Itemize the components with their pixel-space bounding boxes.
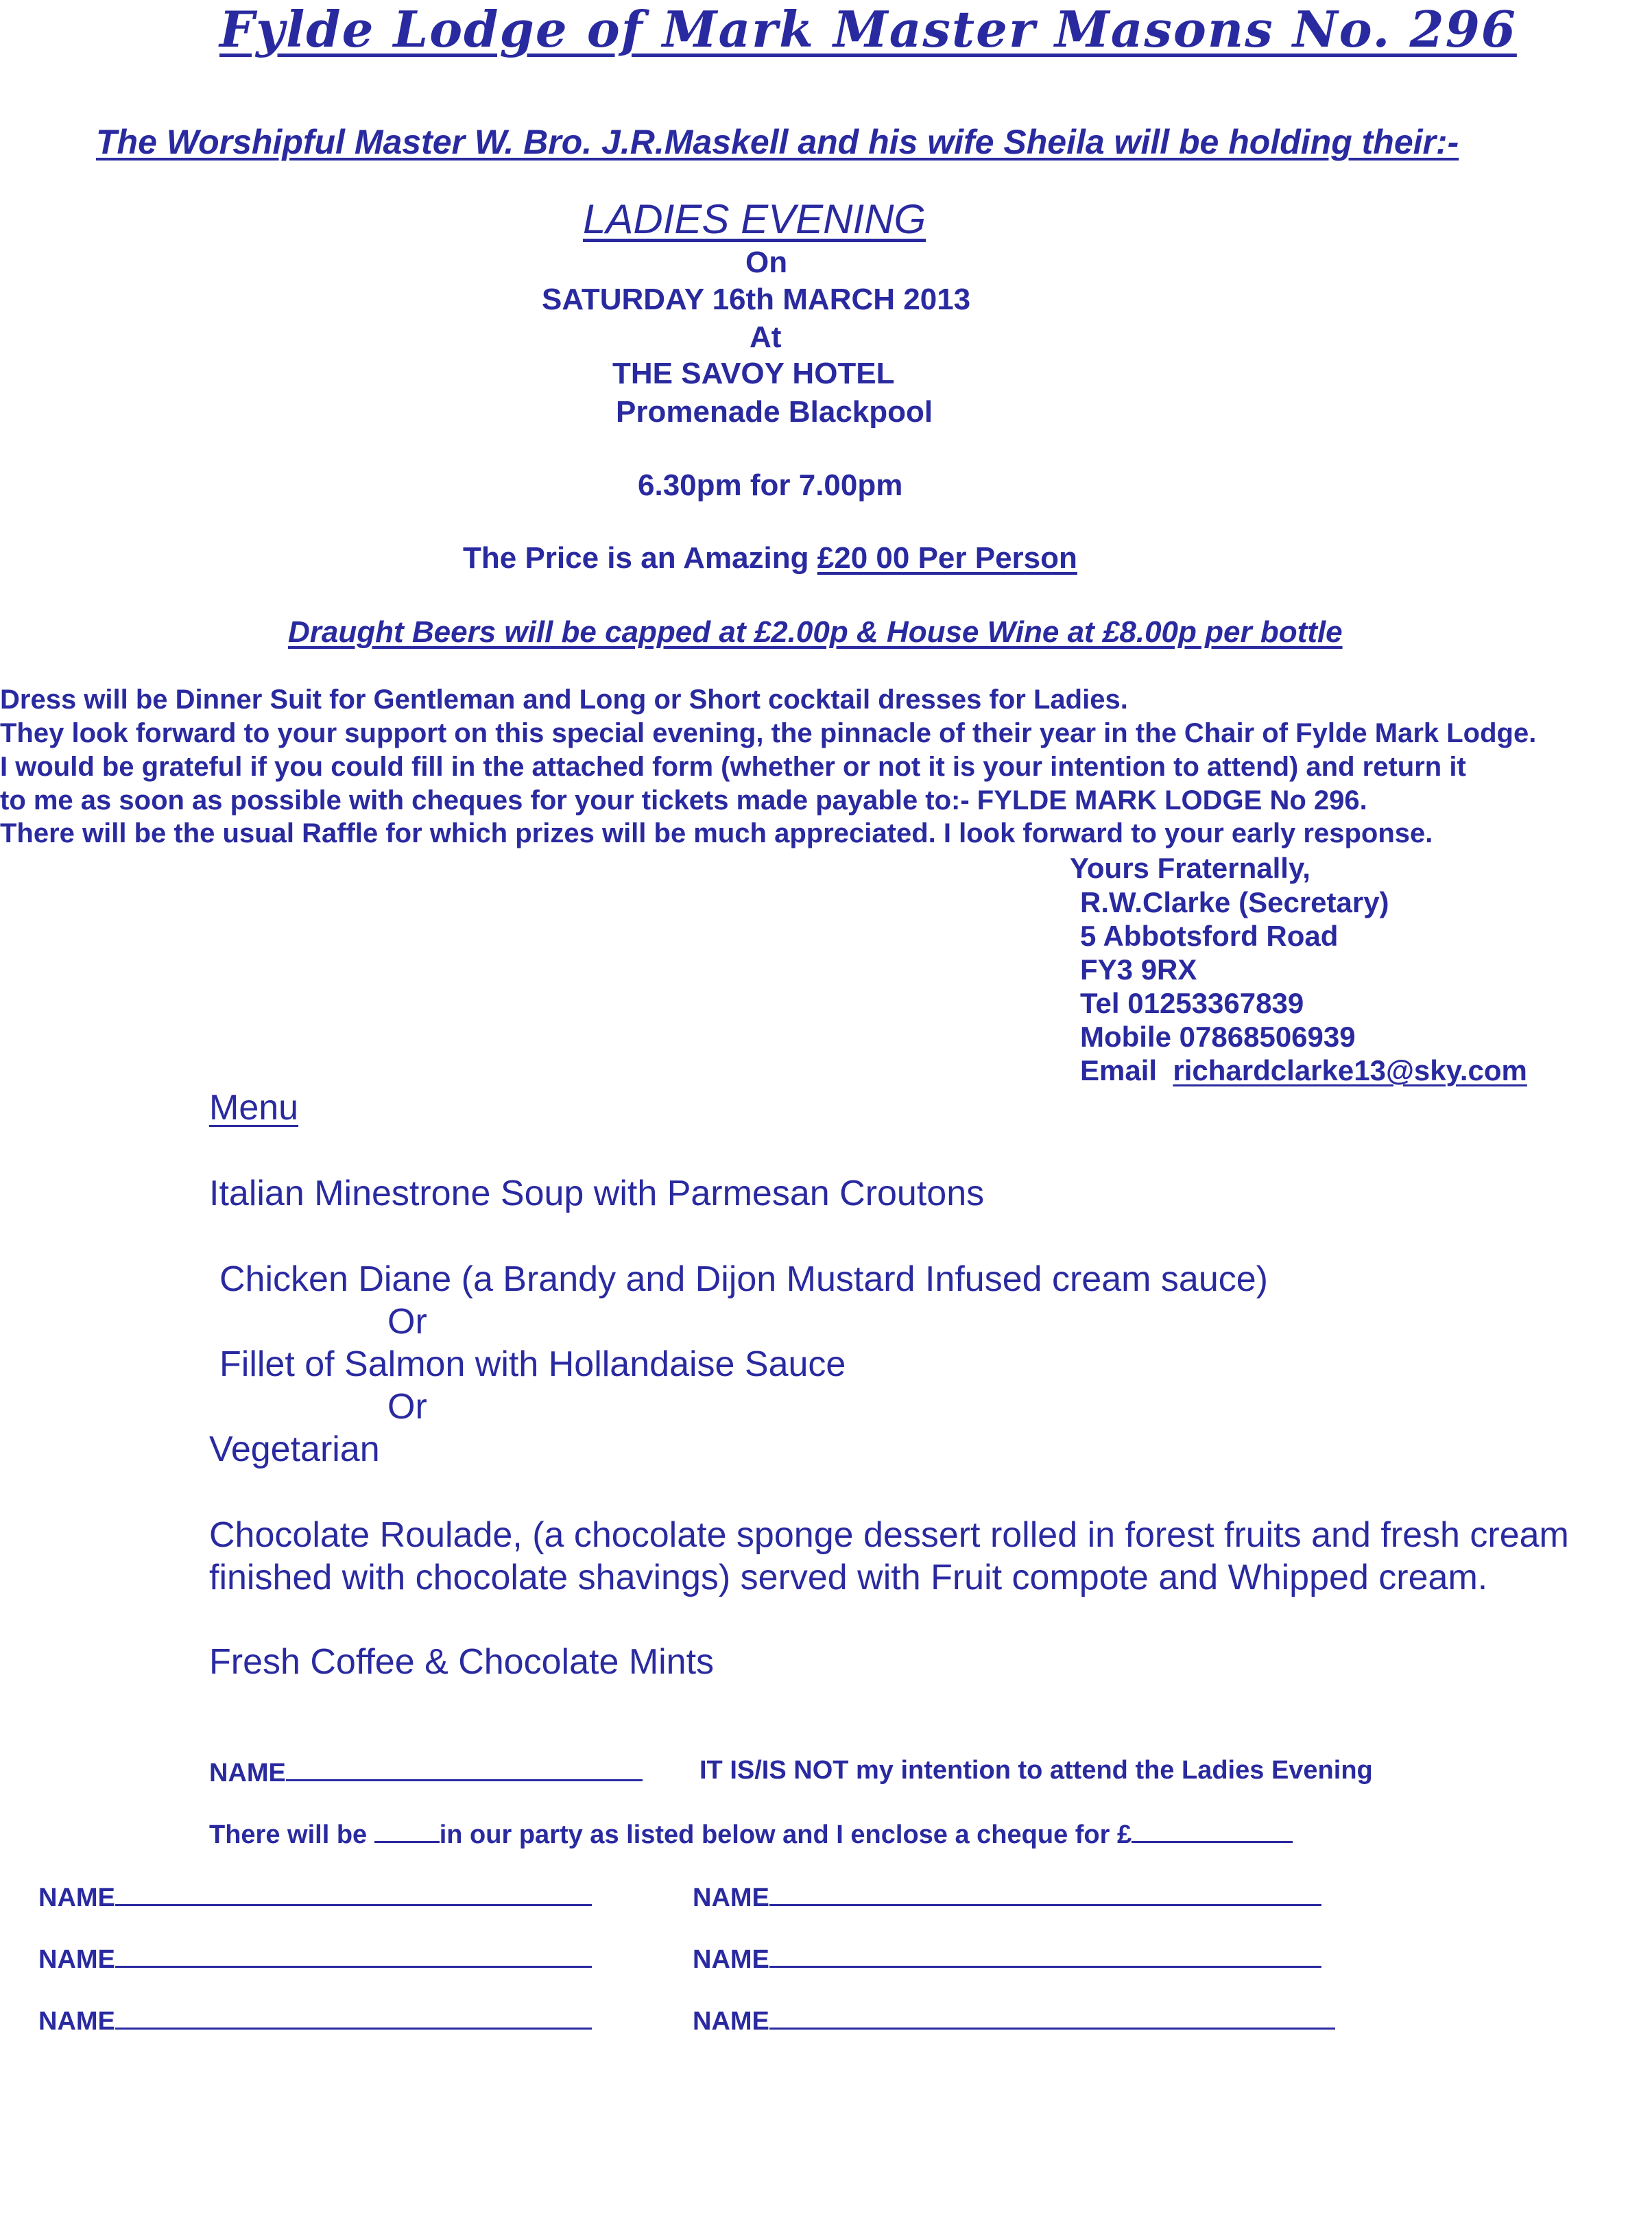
name-label: NAME	[693, 1883, 769, 1912]
party-middle: in our party as listed below and I enclose a cheque for £	[439, 1820, 1132, 1849]
body-line: I would be grateful if you could fill in the attached form (whether or not it is your intention to attend) and return it	[0, 752, 1466, 782]
name-label: NAME	[38, 2007, 115, 2036]
guest-name-field[interactable]	[769, 2004, 1335, 2030]
email-label: Email	[1080, 1054, 1158, 1086]
attendance-intention: IT IS/IS NOT my intention to attend the Ladies Evening	[699, 1756, 1373, 1785]
body-line: There will be the usual Raffle for which prizes will be much appreciated. I look forward to your early response.	[0, 818, 1433, 848]
event-time: 6.30pm for 7.00pm	[638, 468, 903, 502]
event-location: Promenade Blackpool	[616, 395, 933, 429]
menu-main-chicken: Chicken Diane (a Brandy and Dijon Mustard Infused cream sauce)	[219, 1259, 1268, 1299]
guest-name-field[interactable]	[115, 2004, 592, 2030]
name-field[interactable]	[286, 1756, 643, 1781]
event-date: SATURDAY 16th MARCH 2013	[542, 283, 971, 316]
price-line	[463, 541, 1077, 575]
name-label: NAME	[693, 1945, 769, 1974]
event-name: LADIES EVENING	[583, 196, 926, 242]
event-on: On	[745, 246, 788, 279]
price-prefix: The Price is an Amazing	[463, 541, 809, 575]
email-link[interactable]: richardclarke13@sky.com	[1173, 1054, 1527, 1086]
signature-closing: Yours Fraternally,	[1070, 852, 1310, 884]
signature-email	[1080, 1054, 1527, 1087]
guest-name-row	[693, 1942, 1321, 1975]
guest-name-field[interactable]	[769, 1881, 1321, 1906]
event-venue: THE SAVOY HOTEL	[612, 357, 895, 390]
price-amount: £20 00 Per Person	[817, 541, 1077, 575]
invitation-line	[96, 122, 1459, 162]
event-at: At	[750, 320, 782, 354]
signature-tel: Tel 01253367839	[1080, 987, 1304, 1019]
menu-main-salmon: Fillet of Salmon with Hollandaise Sauce	[219, 1344, 846, 1384]
guest-name-row	[693, 1881, 1321, 1913]
cheque-amount-field[interactable]	[1132, 1818, 1293, 1843]
signature-address: 5 Abbotsford Road	[1080, 920, 1339, 952]
body-line: They look forward to your support on this special evening, the pinnacle of their year in the Chair of Fylde Mark Lodge.	[0, 718, 1537, 748]
guest-name-field[interactable]	[115, 1942, 592, 1968]
signature-postcode: FY3 9RX	[1080, 953, 1197, 986]
guest-name-row	[38, 1881, 592, 1913]
menu-heading: Menu	[209, 1088, 299, 1128]
drinks-pricing: Draught Beers will be capped at £2.00p & House Wine at £8.00p per bottle	[288, 615, 1343, 649]
name-label: NAME	[693, 2007, 769, 2036]
party-size-field[interactable]	[374, 1818, 440, 1843]
guest-name-row	[38, 1942, 592, 1975]
guest-name-field[interactable]	[769, 1942, 1321, 1968]
party-row	[209, 1818, 1293, 1850]
name-label: NAME	[209, 1759, 286, 1787]
guest-name-row	[38, 2004, 592, 2036]
name-label: NAME	[38, 1945, 115, 1974]
signature-name: R.W.Clarke (Secretary)	[1080, 886, 1389, 918]
menu-main-vegetarian: Vegetarian	[209, 1429, 380, 1469]
menu-or: Or	[387, 1302, 427, 1342]
body-line: to me as soon as possible with cheques for your tickets made payable to:- FYLDE MARK LODGE No 296.	[0, 785, 1367, 816]
party-prefix: There will be	[209, 1820, 368, 1849]
form-name-row	[209, 1756, 643, 1788]
signature-mobile: Mobile 07868506939	[1080, 1021, 1356, 1053]
lodge-title: Fylde Lodge of Mark Master Masons No. 296	[219, 0, 1517, 58]
menu-coffee: Fresh Coffee & Chocolate Mints	[209, 1642, 715, 1682]
guest-name-row	[693, 2004, 1335, 2036]
menu-dessert-line2: finished with chocolate shavings) served with Fruit compote and Whipped cream.	[209, 1558, 1488, 1597]
body-line: Dress will be Dinner Suit for Gentleman and Long or Short cocktail dresses for Ladies.	[0, 685, 1128, 715]
menu-dessert-line1: Chocolate Roulade, (a chocolate sponge dessert rolled in forest fruits and fresh cream	[209, 1515, 1569, 1555]
name-label: NAME	[38, 1883, 115, 1912]
menu-starter: Italian Minestrone Soup with Parmesan Croutons	[209, 1174, 985, 1213]
menu-or: Or	[387, 1387, 427, 1427]
guest-name-field[interactable]	[115, 1881, 592, 1906]
invitation-text: The Worshipful Master W. Bro. J.R.Maskell and his wife Sheila will be holding their:-	[96, 123, 1459, 161]
